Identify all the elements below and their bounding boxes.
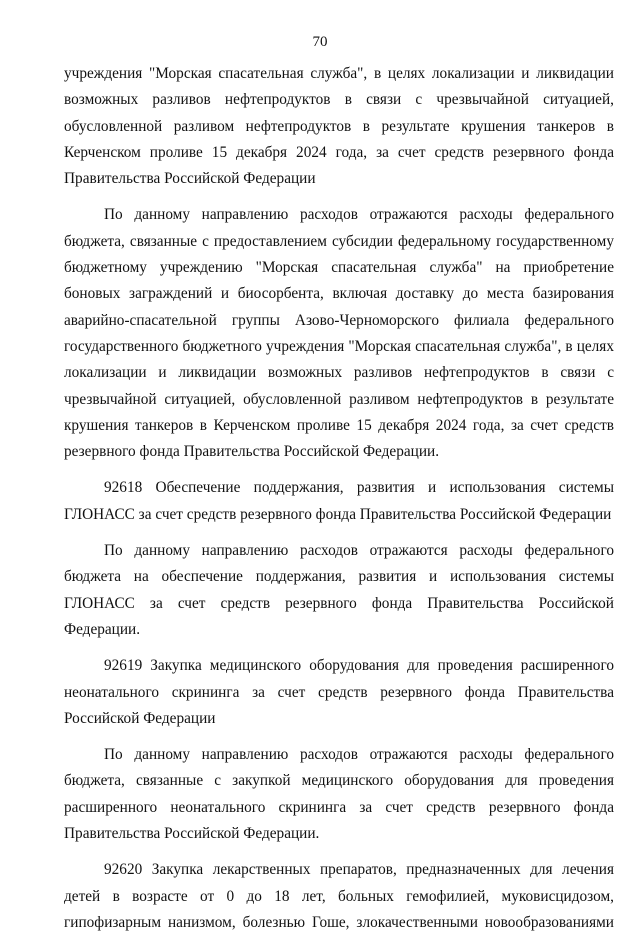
paragraph-92618-description: По данному направлению расходов отражаются расходы федерального бюджета на обеспечение поддержания, развития и использования системы ГЛОНАСС за счет средств резервного фонда Правительства Российской Федерации.: [64, 542, 614, 638]
paragraph-1: учреждения "Морская спасательная служба", в целях локализации и ликвидации возможных разливов нефтепродуктов в связи с чрезвычайной ситуацией, обусловленной разливом нефтепродуктов в результате крушения танкеров в Керченском проливе 15 декабря 2024 года, за счет средств резервного фонда Правительства Российской Федерации: [64, 65, 614, 188]
paragraph-92618-heading: 92618 Обеспечение поддержания, развития и использования системы ГЛОНАСС за счет средств резервного фонда Правительства Российской Федерации: [64, 479, 614, 523]
page-number: 70: [312, 34, 328, 50]
paragraph-2: По данному направлению расходов отражаются расходы федерального бюджета, связанные с предоставлением субсидии федеральному государственному бюджетному учреждению "Морская спасательная служба" на приобретение боновых заграждений и биосорбента, включая доставку до места базирования аварийно-спасательной группы Азово-Черноморского филиала федерального государственного бюджетного учреждения "Морская спасательная служба", в целях локализации и ликвидации возможных разливов нефтепродуктов в связи с чрезвычайной ситуацией, обусловленной разливом нефтепродуктов в результате крушения танкеров в Керченском проливе 15 декабря 2024 года, за счет средств резервного фонда Правительства Российской Федерации.: [64, 206, 614, 461]
paragraph-92619-heading: 92619 Закупка медицинского оборудования для проведения расширенного неонатального скрининга за счет средств резервного фонда Правительства Российской Федерации: [64, 657, 614, 727]
paragraph-92619-description: По данному направлению расходов отражаются расходы федерального бюджета, связанные с закупкой медицинского оборудования для проведения расширенного неонатального скрининга за счет средств резервного фонда Правительства Российской Федерации.: [64, 746, 614, 843]
paragraph-92620-heading: 92620 Закупка лекарственных препаратов, предназначенных для лечения детей в возрасте от 0 до 18 лет, больных гемофилией, муковисцидозом, гипофизарным нанизмом, болезнью Гоше, злокачественными новообразованиями: [64, 861, 614, 931]
body-text: [64, 61, 614, 936]
